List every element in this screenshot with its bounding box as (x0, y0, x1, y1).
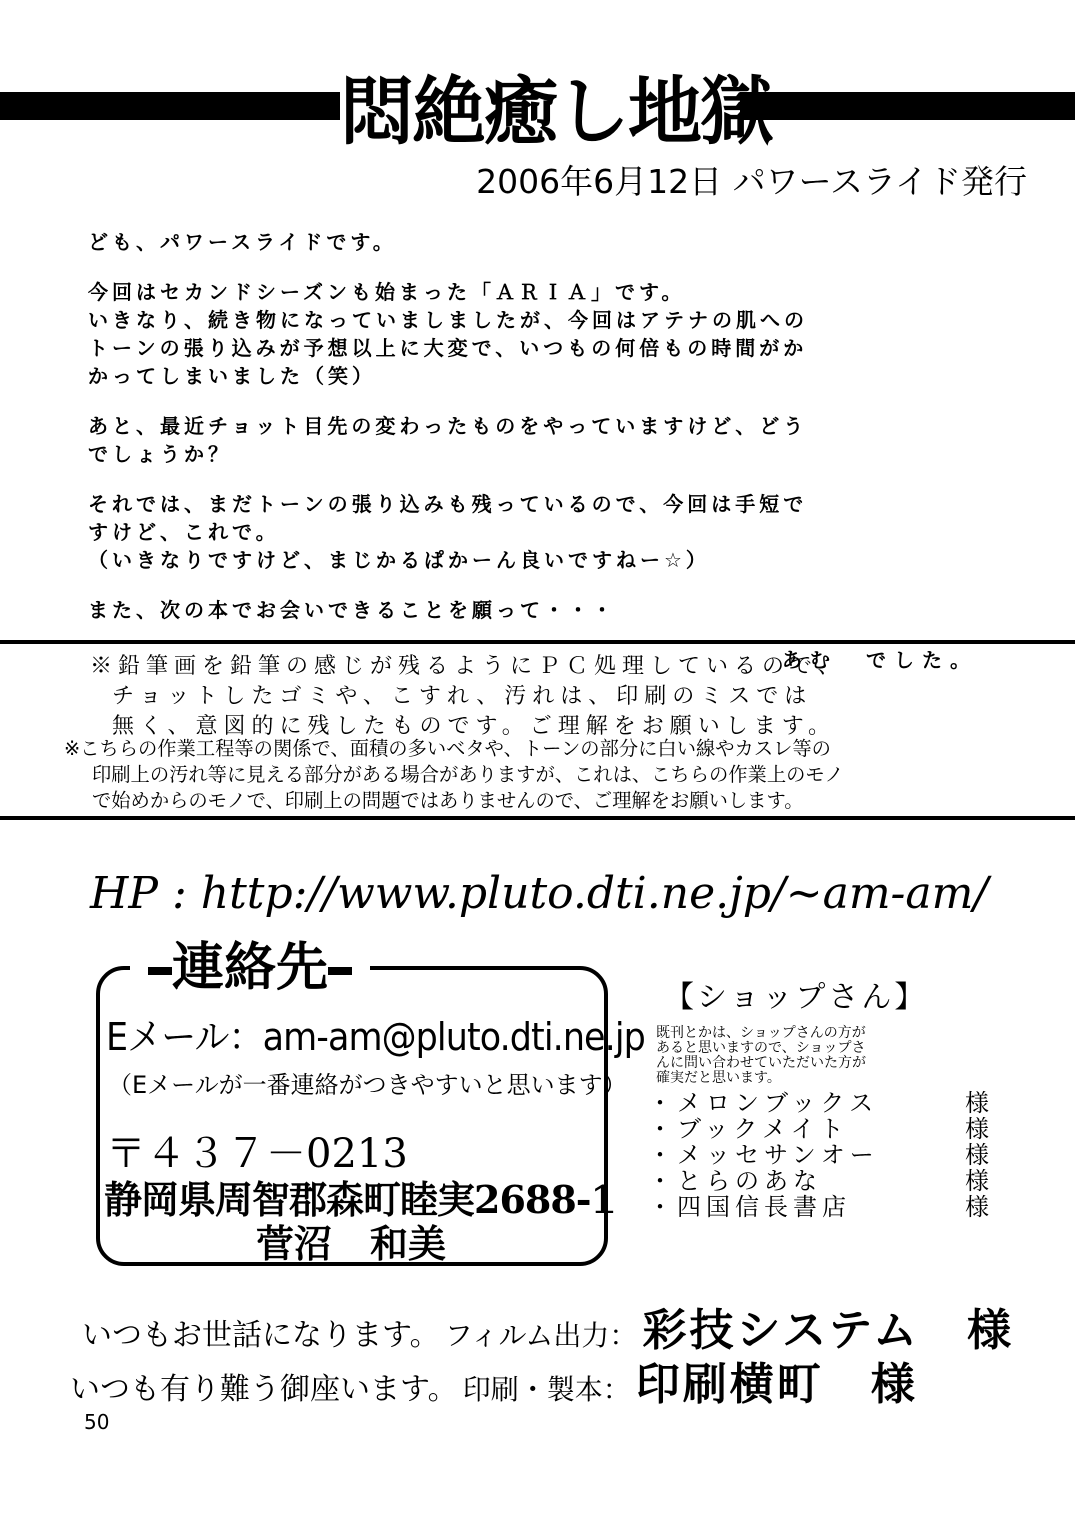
list-item (648, 1090, 994, 1116)
shops-description (656, 1026, 996, 1086)
notice-line: 印刷上の汚れ等に見える部分がある場合がありますが、これは、こちらの作業上のモノ (92, 763, 844, 786)
shop-list (648, 1090, 994, 1220)
credit-role: フィルム出力： (444, 1319, 638, 1352)
letter-paragraph (88, 490, 988, 574)
description-line: あると思いますので、ショップさ (656, 1040, 866, 1056)
notice-top-rule (0, 640, 1075, 644)
shop-name: ・四国信長書店 (648, 1193, 851, 1221)
letter-line: いきなり、続き物になっていましましたが、今回はアテナの肌への (88, 308, 808, 332)
email-note: （Eメールが一番連絡がつきやすいと思います） (108, 1071, 627, 1099)
credit-company: 印刷横町 様 (635, 1359, 918, 1410)
credit-printing (70, 1354, 1030, 1425)
shop-name: ・ブックメイト (648, 1115, 849, 1143)
homepage-url[interactable]: HP : http://www.pluto.dti.ne.jp/~am-am/ (90, 868, 989, 919)
shop-honorific: 様 (965, 1141, 994, 1169)
publication-date: 2006年6月12日 パワースライド発行 (476, 162, 1027, 201)
letter-line: ども、パワースライドです。 (88, 230, 397, 254)
notice-line: 無く、意図的に残したものです。ご理解をお願いします。 (112, 714, 837, 739)
heading-dash-right (328, 967, 352, 975)
shop-honorific: 様 (965, 1193, 994, 1221)
description-line: 確実だと思います。 (656, 1070, 781, 1086)
letter-line: それでは、まだトーンの張り込みも残っているので、今回は手短で (88, 492, 808, 516)
letter-paragraph (88, 596, 988, 624)
contact-name: 菅沼 和美 (256, 1221, 447, 1266)
letter-line: でしょうか？ (88, 442, 232, 466)
letter-paragraph (88, 412, 988, 468)
shop-honorific: 様 (965, 1089, 994, 1117)
contact-email[interactable]: Eメール：am-am@pluto.dti.ne.jp (106, 1015, 645, 1059)
shop-honorific: 様 (965, 1115, 994, 1143)
heading-dash-left (148, 967, 172, 975)
list-item (648, 1116, 994, 1142)
shop-honorific: 様 (965, 1167, 994, 1195)
letter-line: 今回はセカンドシーズンも始まった「ＡＲＩＡ」です。 (88, 280, 686, 304)
list-item (648, 1194, 994, 1220)
list-item (648, 1168, 994, 1194)
shop-name: ・とらのあな (648, 1167, 822, 1195)
notice-line: で始めからのモノで、印刷上の問題ではありませんので、ご理解をお願いします。 (92, 789, 804, 812)
letter-line: また、次の本でお会いできることを願って・・・ (88, 598, 616, 622)
letter-line: トーンの張り込みが予想以上に大変で、いつもの何倍もの時間がか (88, 336, 808, 360)
postal-code: 〒４３７－0213 (106, 1131, 408, 1177)
shops-heading: 【ショップさん】 (664, 980, 928, 1015)
notice-line: ※こちらの作業工程等の関係で、面積の多いベタや、トーンの部分に白い線やカスレ等の (64, 737, 831, 760)
letter-line: かってしまいました（笑） (88, 364, 376, 388)
contact-heading-label: 連絡先 (172, 938, 329, 998)
letter-line: （いきなりですけど、まじかるぱかーん良いですねー☆） (88, 548, 710, 572)
notice-bottom-rule (0, 816, 1075, 820)
page-number: 50 (84, 1410, 110, 1434)
credit-greeting: いつもお世話になります。 (82, 1318, 440, 1353)
shop-name: ・メッセサンオー (648, 1141, 879, 1169)
letter-line: すけど、これで。 (88, 520, 280, 544)
letter-signature: あむ でした。 (782, 648, 978, 672)
page-title: 悶絶癒し地獄 (340, 69, 772, 155)
shop-name: ・メロンブックス (648, 1089, 879, 1117)
description-line: 既刊とかは、ショップさんの方が (656, 1025, 866, 1041)
list-item (648, 1142, 994, 1168)
print-notice (64, 736, 1054, 814)
pencil-notice (90, 652, 1050, 742)
description-line: んに問い合わせていただいた方が (656, 1055, 866, 1071)
author-letter (88, 228, 988, 696)
letter-paragraph (88, 278, 988, 390)
credit-company: 彩技システム 様 (642, 1305, 1015, 1356)
notice-line: チョットしたゴミや、こすれ、汚れは、印刷のミスでは (112, 684, 813, 709)
credit-role: 印刷・製本： (462, 1373, 631, 1406)
notice-line: ※鉛筆画を鉛筆の感じが残るようにＰＣ処理しているので、 (90, 654, 846, 679)
credit-greeting: いつも有り難う御座います。 (70, 1372, 458, 1407)
postal-address: 静岡県周智郡森町睦実2688-1 (104, 1177, 616, 1222)
contact-heading (130, 930, 370, 1006)
letter-line: あと、最近チョット目先の変わったものをやっていますけど、どう (88, 414, 808, 438)
letter-paragraph (88, 228, 988, 256)
